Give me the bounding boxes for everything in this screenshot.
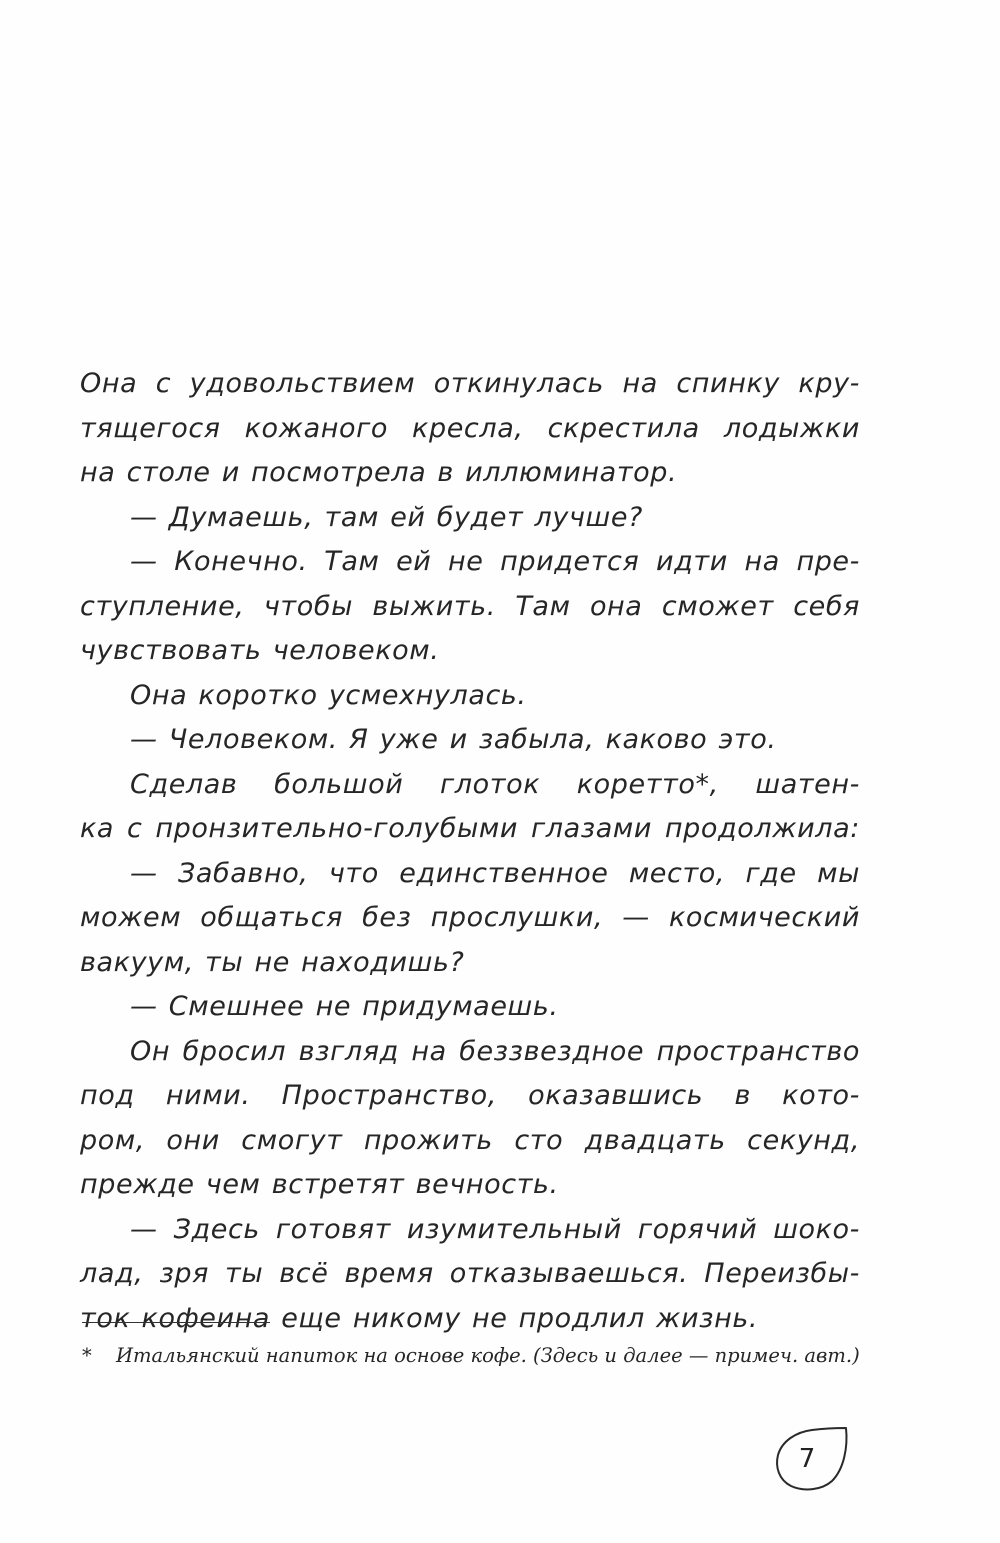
text-line: ка с пронзительно-голубыми глазами продолжила:: [80, 813, 860, 844]
text-line: Он бросил взгляд на беззвездное пространство: [130, 1035, 860, 1067]
text-line: — Смешнее не придумаешь.: [130, 991, 559, 1022]
page-number-badge: [774, 1425, 850, 1493]
text-line: Сделав большой глоток коретто*, шатен-: [130, 768, 860, 800]
text-line: тящегося кожаного кресла, скрестила лодыжки: [80, 412, 860, 444]
text-line: — Думаешь, там ей будет лучше?: [130, 501, 643, 533]
text-line: — Конечно. Там ей не придется идти на пре-: [130, 546, 860, 577]
main-text: [80, 362, 860, 1341]
page-number: 7: [798, 1444, 816, 1474]
text-line: ступление, чтобы выжить. Там она сможет себя: [80, 590, 860, 622]
text-line: ром, они смогут прожить сто двадцать секунд,: [80, 1124, 860, 1156]
text-line: вакуум, ты не находишь?: [80, 946, 465, 978]
text-line: — Забавно, что единственное место, где мы: [130, 857, 860, 889]
footnote-divider: [82, 1322, 270, 1323]
text-line: — Человеком. Я уже и забыла, каково это.: [130, 724, 777, 755]
text-line: под ними. Пространство, оказавшись в кото-: [80, 1080, 860, 1111]
text-line: Она с удовольствием откинулась на спинку кру-: [80, 368, 860, 399]
text-line: ток кофеина еще никому не продлил жизнь.: [80, 1302, 759, 1334]
text-line: можем общаться без прослушки, — космический: [80, 902, 860, 933]
text-line: Она коротко усмехнулась.: [130, 679, 527, 711]
text-line: — Здесь готовят изумительный горячий шоко-: [130, 1213, 860, 1245]
footnote-marker: *: [82, 1344, 92, 1367]
footnote: [82, 1343, 882, 1369]
text-line: на столе и посмотрела в иллюминатор.: [80, 457, 678, 488]
text-line: лад, зря ты всё время отказываешься. Переизбы-: [80, 1258, 860, 1289]
text-line: чувствовать человеком.: [80, 635, 440, 666]
text-line: прежде чем встретят вечность.: [80, 1169, 559, 1200]
footnote-text: Итальянский напиток на основе кофе. (Здесь и далее — примеч. авт.): [116, 1344, 860, 1367]
